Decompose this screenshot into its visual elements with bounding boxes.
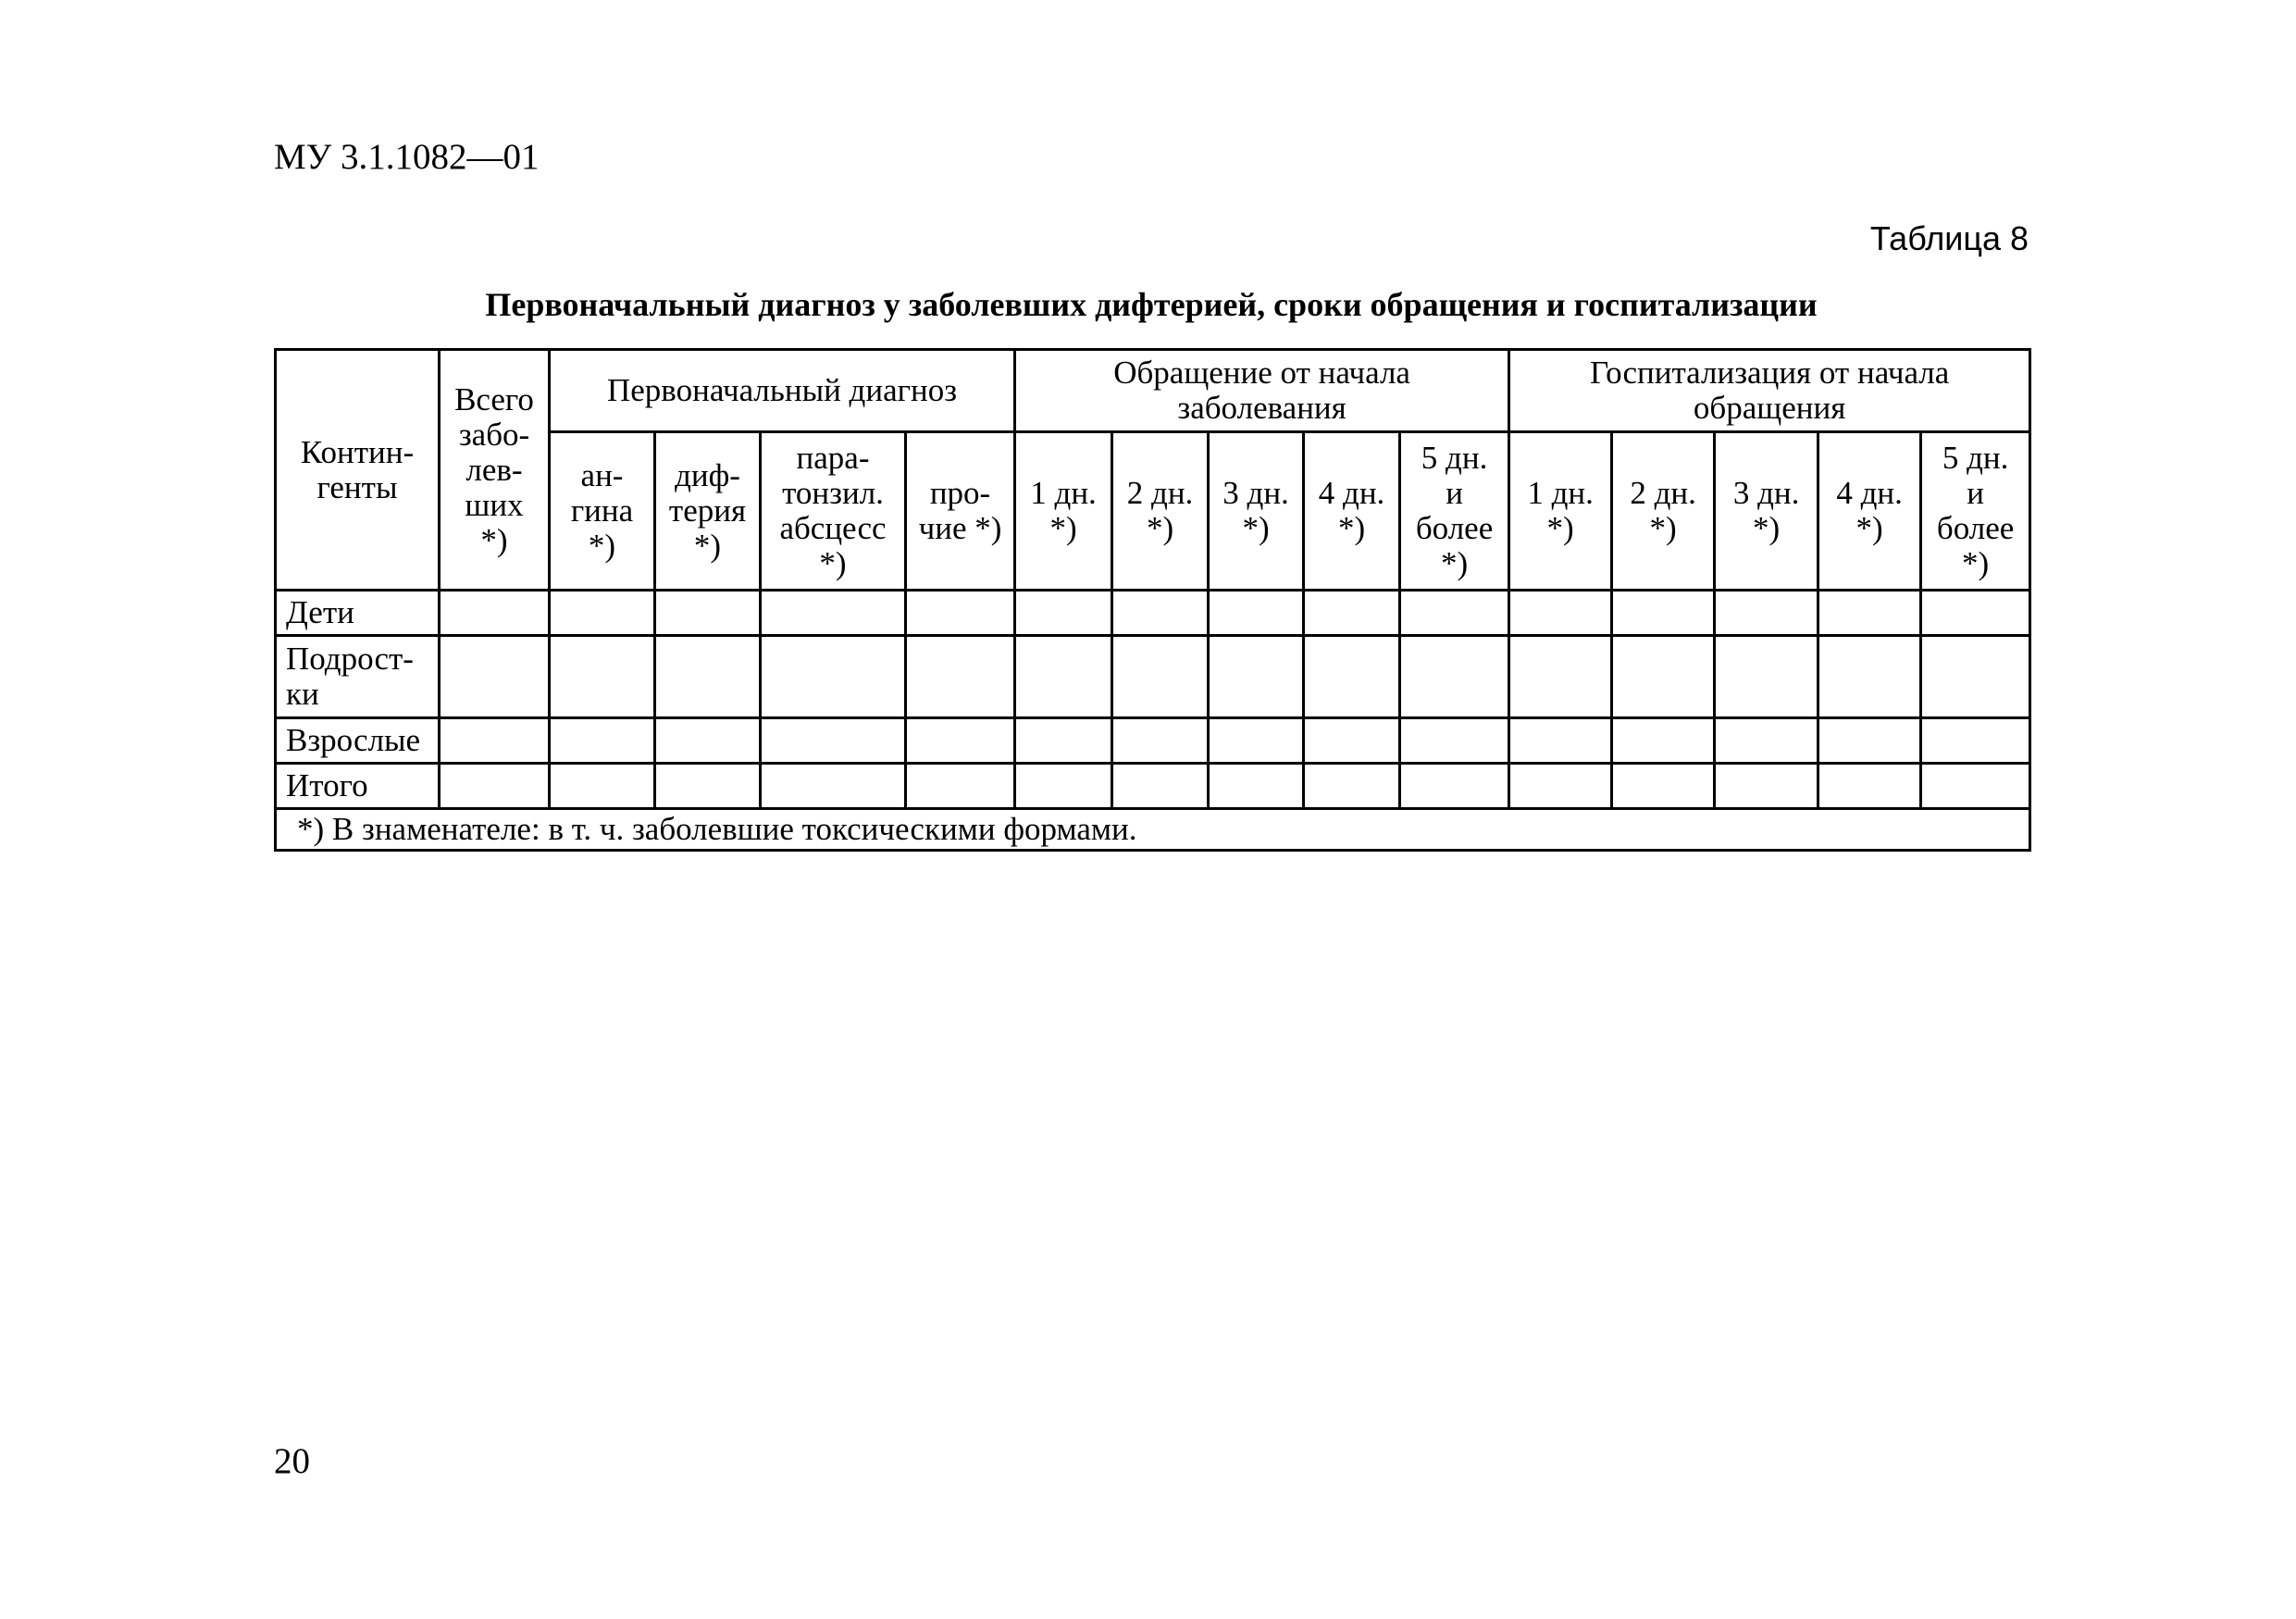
table-cell [1818,636,1921,718]
subheader-appeal-day-3: 3 дн. *) [1209,432,1304,591]
table-cell [1715,718,1818,764]
table-cell [761,718,906,764]
subheader-hosp-day-3: 3 дн. *) [1715,432,1818,591]
table-cell [1400,718,1509,764]
row-label-total: Итого [276,764,440,809]
table-cell [1015,636,1112,718]
table-cell [1921,764,2030,809]
table-cell [1612,764,1715,809]
subheader-angina: ан- гина *) [550,432,655,591]
table-cell [761,764,906,809]
table-cell [1015,764,1112,809]
subheader-abscess: пара- тонзил. абсцесс *) [761,432,906,591]
table-cell [550,636,655,718]
table-cell [906,718,1015,764]
table-cell [1509,591,1612,636]
header-contingents: Контин- генты [276,350,440,591]
table-cell [906,636,1015,718]
table-cell [550,764,655,809]
header-appeal: Обращение от начала заболевания [1015,350,1509,432]
table-cell [655,591,761,636]
page-number: 20 [274,1441,310,1481]
table-cell [1400,636,1509,718]
table-row [276,764,2030,809]
table-cell [1304,591,1400,636]
table-cell [761,636,906,718]
table-cell [1209,764,1304,809]
table-cell [1715,591,1818,636]
diagnosis-table [274,348,2031,852]
table-cell [1304,636,1400,718]
table-cell [906,591,1015,636]
table-cell [1304,764,1400,809]
header-total-ill: Всего забо- лев- ших *) [440,350,550,591]
table-cell [440,764,550,809]
document-code: МУ 3.1.1082—01 [274,137,540,177]
table-cell [1209,591,1304,636]
table-cell [440,591,550,636]
table-row [276,718,2030,764]
table-cell [761,591,906,636]
table-cell [550,591,655,636]
table-cell [1112,636,1209,718]
table-cell [655,636,761,718]
table-cell [655,764,761,809]
subheader-diphtheria: диф- терия *) [655,432,761,591]
table-cell [1015,718,1112,764]
table-cell [1612,718,1715,764]
table-row [276,591,2030,636]
table-footnote: *) В знаменателе: в т. ч. заболевшие токсическими формами. [276,809,2030,851]
table-header-row [276,350,2030,432]
table-cell [1112,591,1209,636]
table-cell [1304,718,1400,764]
table-cell [1400,591,1509,636]
table-cell [1112,718,1209,764]
table-cell [1509,764,1612,809]
table-cell [1209,636,1304,718]
table-cell [1509,636,1612,718]
table-cell [1715,764,1818,809]
table-cell [1400,764,1509,809]
table-cell [1818,591,1921,636]
subheader-appeal-day-2: 2 дн. *) [1112,432,1209,591]
table-cell [1509,718,1612,764]
header-initial-diagnosis: Первоначальный диагноз [550,350,1015,432]
row-label-teens: Подрост- ки [276,636,440,718]
table-cell [1818,764,1921,809]
table-cell [1921,636,2030,718]
table-cell [1921,718,2030,764]
table-cell [655,718,761,764]
table-cell [1921,591,2030,636]
table-footnote-row [276,809,2030,851]
subheader-appeal-day-4: 4 дн. *) [1304,432,1400,591]
subheader-hosp-day-1: 1 дн. *) [1509,432,1612,591]
row-label-children: Дети [276,591,440,636]
table-cell [1209,718,1304,764]
table-cell [1612,636,1715,718]
table-cell [1015,591,1112,636]
subheader-hosp-day-4: 4 дн. *) [1818,432,1921,591]
table-cell [440,636,550,718]
header-hospitalization: Госпитализация от начала обращения [1509,350,2030,432]
subheader-appeal-day-5-plus: 5 дн. и более *) [1400,432,1509,591]
table-cell [550,718,655,764]
table-cell [906,764,1015,809]
subheader-hosp-day-2: 2 дн. *) [1612,432,1715,591]
subheader-hosp-day-5-plus: 5 дн. и более *) [1921,432,2030,591]
table-title: Первоначальный диагноз у заболевших дифтерией, сроки обращения и госпитализации [485,286,1818,323]
subheader-appeal-day-1: 1 дн. *) [1015,432,1112,591]
table-label: Таблица 8 [1869,219,2029,257]
subheader-other: про- чие *) [906,432,1015,591]
table-cell [1818,718,1921,764]
row-label-adults: Взрослые [276,718,440,764]
table-cell [440,718,550,764]
table-cell [1612,591,1715,636]
table-cell [1112,764,1209,809]
table-row [276,636,2030,718]
table-cell [1715,636,1818,718]
